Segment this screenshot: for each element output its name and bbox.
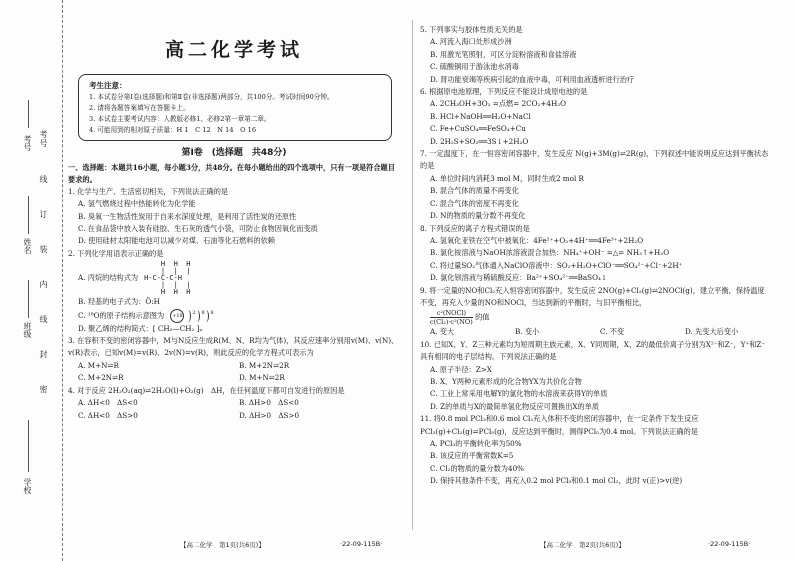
question-6 xyxy=(420,86,770,148)
option-d: D. 肾功能衰竭等疾病引起的血液中毒，可利用血液透析进行治疗 xyxy=(430,74,635,84)
option-b: B. X、Y两种元素形成的化合物YX为共价化合物 xyxy=(430,376,582,386)
binding-word: 封 xyxy=(39,350,48,359)
question-8 xyxy=(420,223,770,285)
options xyxy=(68,360,400,385)
option-b: B. 该反应的平衡常数K=5 xyxy=(430,451,514,461)
question-10 xyxy=(420,339,770,413)
option-a: A. ΔH<0 ΔS<0 xyxy=(78,398,138,408)
ratio-expression xyxy=(420,309,770,326)
page-divider xyxy=(412,20,413,530)
option-a: A. PCl₃的平衡转化率为50% xyxy=(430,439,522,448)
option-c: C. M+2N⇌R xyxy=(78,373,124,383)
propane-structure: H H H | | | H-C-C-C-H | | | H H H xyxy=(144,259,191,296)
part1-title: 第Ⅰ卷 (选择题 共48分) xyxy=(181,148,287,159)
question-4 xyxy=(68,385,400,422)
fill-line xyxy=(28,196,29,234)
electron-shell-icon: 8 xyxy=(194,310,200,322)
footer-code-left: ·22-09-115B· xyxy=(340,540,383,548)
option-d: D. Z的单质与X的最简单氢化物反应可置换出X的单质 xyxy=(430,401,600,411)
question-2 xyxy=(68,248,400,335)
option-d: D. 使用硅材太阳能电池可以减少对煤、石油等化石燃料的依赖 xyxy=(78,236,275,246)
question-stem: 4. 对于反应 2H₂O₂(aq)⇌2H₂O(l)+O₂(g) ΔH，在任何温度下都可自发进行的原因是 xyxy=(68,385,345,395)
question-stem: 3. 在容积不变的密闭容器中，M与N反应生成R(M、N、R均为气体)，其反应速率分别用v(M)、v(N)、v(R)表示，已知v(M)=v(R)、2v(N)=v(R)，则此反应的化学方程式可表示为 xyxy=(68,336,399,358)
exam-number-label: 考号 xyxy=(23,135,32,151)
option-a xyxy=(68,260,400,296)
question-stem: 9. 将一定量的NO和Cl₂充入恒容密闭容器中，发生反应 2NO(g)+Cl₂(g)⇌2NOCl(g)，建立平衡，保持温度不变，再充入少量的NO和NOCl，当达到新的平衡时，与旧平衡相比， xyxy=(420,285,765,307)
class-label: 班级 xyxy=(23,322,32,338)
option-a: A. 原子半径：Z>X xyxy=(430,364,492,374)
fraction-numerator: c²(NOCl) xyxy=(430,309,473,318)
option-d: D. 先变大后变小 xyxy=(685,327,739,337)
option-b: B. 臭氧一生物活性炭用于自来水深度处理，是利用了活性炭的还原性 xyxy=(78,211,297,221)
option-a: A. 单位时间内消耗3 mol M，同时生成2 mol R xyxy=(430,173,584,183)
question-stem: 10. 已知X、Y、Z三种元素均为短周期主族元素，X、Y同周期，X、Z的最低价离子分别为X²⁻和Z⁻，Y⁺和Z⁻具有相同的电子层结构。下列说法正确的是 xyxy=(420,339,766,362)
option-b: B. 变小 xyxy=(515,327,540,337)
option-a: A. M+N⇌R xyxy=(78,360,119,370)
option-d: D. N的物质的量分数不再变化 xyxy=(430,211,526,221)
question-9 xyxy=(420,285,770,339)
question-1 xyxy=(68,186,400,248)
binding-word: 密 xyxy=(39,385,48,394)
option-d: D. 保持其他条件不变，再充入0.2 mol PCl₃和0.1 mol Cl₂，此时 v(正)>v(逆) xyxy=(430,476,683,486)
option-b: B. 混合气体的质量不再变化 xyxy=(430,186,519,196)
question-3 xyxy=(68,335,400,385)
notice-item: 1. 本试卷分第Ⅰ卷(选择题)和第Ⅱ卷(非选择题)两部分，共100分。考试时间90分钟。 xyxy=(89,93,334,102)
fill-line xyxy=(28,100,29,128)
fill-line xyxy=(28,420,29,472)
binding-word: 订 xyxy=(39,210,48,219)
option-b: B. HCl+NaOH══H₂O+NaCl xyxy=(430,111,531,121)
notice-item: 2. 请将各题答案填写在答题卡上。 xyxy=(89,104,190,113)
question-stem: 6. 根据原电池原理，下列反应不能设计成原电池的是 xyxy=(420,87,588,97)
option-c: C. 工业上常采用电解Y的氯化物的水溶液来获得Y的单质 xyxy=(430,389,608,399)
notice-heading: 考生注意： xyxy=(89,81,127,91)
option-c: C. ΔH<0 ΔS>0 xyxy=(78,410,138,420)
question-5 xyxy=(420,24,770,86)
question-11 xyxy=(420,413,770,487)
binding-word: 内 xyxy=(39,280,48,289)
option-c: C. 不变 xyxy=(600,327,625,337)
page-title: 高二化学考试 xyxy=(164,39,303,61)
option-d: D. 聚乙烯的结构简式：[ CH₂—CH₂ ]ₙ xyxy=(78,323,203,333)
fill-line xyxy=(28,280,29,318)
nucleus-icon: +18 xyxy=(170,309,184,323)
footer-page-right: 【高二化学 第2页(共6页)】 xyxy=(540,541,625,549)
question-stem: 7. 一定温度下，在一恒容密闭容器中，发生反应 N(g)+3M(g)⇌2R(g)，下列叙述中能说明反应达到平衡状态的是 xyxy=(420,149,769,171)
option-d: D. 氯化钡溶液与稀硫酸反应：Ba²⁺+SO₄²⁻══BaSO₄↓ xyxy=(430,273,607,283)
option-a: A. 2CH₃OH+3O₂ =点燃= 2CO₂+4H₂O xyxy=(430,99,566,109)
option-c: C. 将过量SO₂气体通入NaClO溶液中：SO₂+H₂O+ClO⁻══SO₄²⁻+Cl⁻+2H⁺ xyxy=(430,260,683,270)
fraction xyxy=(430,309,473,326)
options xyxy=(420,326,770,338)
option-c: C. Cl₂的物质的量分数为40% xyxy=(430,463,524,473)
option-c: C. Fe+CuSO₄══FeSO₄+Cu xyxy=(430,124,526,134)
question-stem: 8. 下列反应的离子方程式错误的是 xyxy=(420,223,530,233)
footer-code-right: ·22-09-115B· xyxy=(708,540,751,548)
binding-word: 线 xyxy=(39,315,48,324)
option-c-text: C. ¹⁸O的原子结构示意图为 xyxy=(78,310,165,320)
electron-shell-icon: 2 xyxy=(185,310,191,322)
option-c: C. 混合气体的密度不再变化 xyxy=(430,198,519,208)
notice-item: 3. 本试卷主要考试内容：人教版必修1、必修2第一章第二章。 xyxy=(89,115,271,124)
option-c: C. 硫酸铜用于游泳池水消毒 xyxy=(430,62,519,72)
option-b: B. ΔH>0 ΔS<0 xyxy=(239,398,299,408)
binding-margin xyxy=(0,0,63,561)
section-instructions: 一、选择题：本题共16小题，每小题3分，共48分。在每小题给出的四个选项中，只有一项是符合题目要求的。 xyxy=(68,162,395,184)
binding-word: 线 xyxy=(39,175,48,184)
option-b: B. 氯化铵溶液与NaOH浓溶液混合加热：NH₄⁺+OH⁻ =△= NH₃↑+H₂O xyxy=(430,248,670,258)
option-c xyxy=(68,309,400,323)
ratio-tail: 的值 xyxy=(475,312,490,322)
option-a: A. 氢气燃烧过程中热能转化为化学能 xyxy=(78,199,196,209)
question-stem: 2. 下列化学用语表示正确的是 xyxy=(68,248,164,258)
binding-word: 装 xyxy=(39,245,48,254)
question-stem: 1. 化学与生产、生活密切相关，下列说法正确的是 xyxy=(68,186,229,196)
option-d: D. M+N⇌2R xyxy=(239,373,285,383)
question-stem: 11. 将0.8 mol PCl₃和0.6 mol Cl₂充入体积不变的密闭容器中，在一定条件下发生反应 PCl₃(g)+Cl₂(g)⇌PCl₅(g)，反应达到平衡时，测得PCl₅为0.4 mol。下列说法正确的是 xyxy=(420,414,699,436)
right-page xyxy=(420,24,770,488)
option-a-text: A. 丙烷的结构式为 xyxy=(78,273,139,283)
option-c: C. 在食品袋中放入装有硅胶、生石灰的透气小袋，可防止食物因氧化而变质 xyxy=(78,224,318,234)
option-b: B. 用激光笔照射，可区分淀粉溶液和食盐溶液 xyxy=(430,49,577,59)
option-d: D. 2H₂S+SO₂══3S↓+2H₂O xyxy=(430,136,529,146)
option-a: A. 变大 xyxy=(430,327,455,337)
question-stem: 5. 下列事实与胶体性质无关的是 xyxy=(420,25,523,34)
option-d: D. ΔH>0 ΔS>0 xyxy=(239,410,300,420)
notice-item: 4. 可能用到的相对原子质量：H 1 C 12 N 14 O 16 xyxy=(89,126,257,135)
binding-word: 考号 xyxy=(39,130,48,148)
option-b: B. 羟基的电子式为：Ö:H xyxy=(78,297,160,307)
left-page xyxy=(68,28,400,422)
name-label: 姓名 xyxy=(23,238,32,254)
fraction-denominator: c(Cl₂)·c²(NO) xyxy=(430,318,473,327)
electron-shell-icon: 8 xyxy=(203,310,209,322)
option-a: A. 河流入海口处形成沙洲 xyxy=(430,37,512,47)
question-7 xyxy=(420,148,770,222)
options xyxy=(68,397,400,422)
notice-box xyxy=(78,74,392,141)
option-b: B. M+2N⇌2R xyxy=(239,360,290,370)
school-label: 学校 xyxy=(23,478,32,494)
footer-page-left: 【高二化学 第1页(共6页)】 xyxy=(180,541,265,549)
option-a: A. 氢氧化亚铁在空气中被氧化：4Fe²⁺+O₂+4H⁺══4Fe³⁺+2H₂O xyxy=(430,235,644,245)
